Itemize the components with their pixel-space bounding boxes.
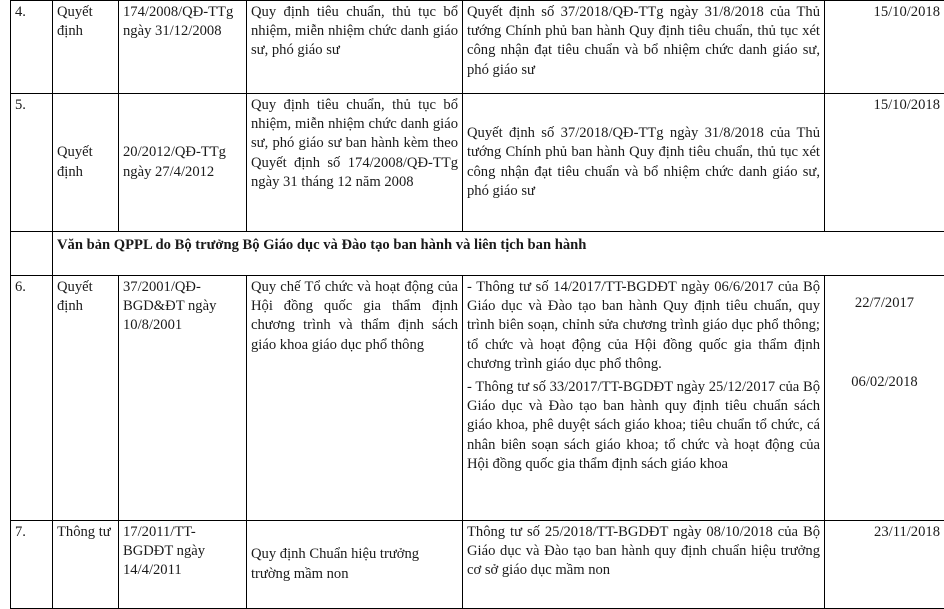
table-row [11,1,944,94]
document-number: 20/2012/QĐ-TTg ngày 27/4/2012 [119,94,247,232]
document-number: 17/2011/TT-BGDĐT ngày 14/4/2011 [119,521,247,609]
effective-date: 06/02/2018 [829,373,940,392]
effective-date: 15/10/2018 [825,94,944,232]
row-number: 7. [11,521,53,609]
document-type: Quyết định [53,276,119,521]
row-number: 4. [11,1,53,94]
document-type: Quyết định [53,94,119,232]
document-title: Quy định tiêu chuẩn, thủ tục bổ nhiệm, miễn nhiệm chức danh giáo sư, phó giáo sư ban hành kèm theo Quyết định số 174/2008/QĐ-TTg ngày 31 tháng 12 năm 2008 [247,94,463,232]
document-title: Quy định Chuẩn hiệu trưởng trường mầm non [247,521,463,609]
row-number: 5. [11,94,53,232]
effective-date: 15/10/2018 [825,1,944,94]
replacement-document: Quyết định số 37/2018/QĐ-TTg ngày 31/8/2018 của Thủ tướng Chính phủ ban hành Quy định tiêu chuẩn, thủ tục xét công nhận đạt tiêu chuẩn và bổ nhiệm chức danh giáo sư, phó giáo sư [463,94,825,232]
row-number: 6. [11,276,53,521]
section-row [11,232,944,276]
section-heading: Văn bản QPPL do Bộ trưởng Bộ Giáo dục và Đào tạo ban hành và liên tịch ban hành [53,232,944,276]
replacement-document: Quyết định số 37/2018/QĐ-TTg ngày 31/8/2018 của Thủ tướng Chính phủ ban hành Quy định tiêu chuẩn, thủ tục xét công nhận đạt tiêu chuẩn và bổ nhiệm chức danh giáo sư, phó giáo sư [463,1,825,94]
document-type: Thông tư [53,521,119,609]
replacement-documents [463,276,825,521]
effective-date: 23/11/2018 [825,521,944,609]
document-number: 37/2001/QĐ-BGD&ĐT ngày 10/8/2001 [119,276,247,521]
effective-dates [825,276,944,521]
table-row [11,94,944,232]
replacement-document: Thông tư số 25/2018/TT-BGDĐT ngày 08/10/2018 của Bộ Giáo dục và Đào tạo ban hành quy định chuẩn hiệu trưởng cơ sở giáo dục mầm non [463,521,825,609]
regulation-table [10,0,944,609]
document-title: Quy chế Tổ chức và hoạt động của Hội đồng quốc gia thẩm định chương trình và thẩm định sách giáo khoa giáo dục phổ thông [247,276,463,521]
document-type: Quyết định [53,1,119,94]
replacement-document: - Thông tư số 33/2017/TT-BGDĐT ngày 25/12/2017 của Bộ Giáo dục và Đào tạo ban hành quy định tiêu chuẩn sách giáo khoa, phê duyệt sách giáo khoa; tiêu chuẩn tổ chức, cá nhân biên soạn sách giáo khoa; tổ chức và hoạt động của Hội đồng quốc gia thẩm định sách giáo khoa [467,378,820,474]
replacement-document: - Thông tư số 14/2017/TT-BGDĐT ngày 06/6/2017 của Bộ Giáo dục và Đào tạo ban hành Quy định tiêu chuẩn, quy trình biên soạn, chỉnh sửa chương trình giáo dục phổ thông; tổ chức và hoạt động của Hội đồng quốc gia thẩm định chương trình giáo dục phổ thông. [467,278,820,374]
effective-date: 22/7/2017 [829,294,940,313]
table-row [11,276,944,521]
document-number: 174/2008/QĐ-TTg ngày 31/12/2008 [119,1,247,94]
table-row [11,521,944,609]
document-title: Quy định tiêu chuẩn, thủ tục bổ nhiệm, miễn nhiệm chức danh giáo sư, phó giáo sư [247,1,463,94]
section-spacer [11,232,53,276]
